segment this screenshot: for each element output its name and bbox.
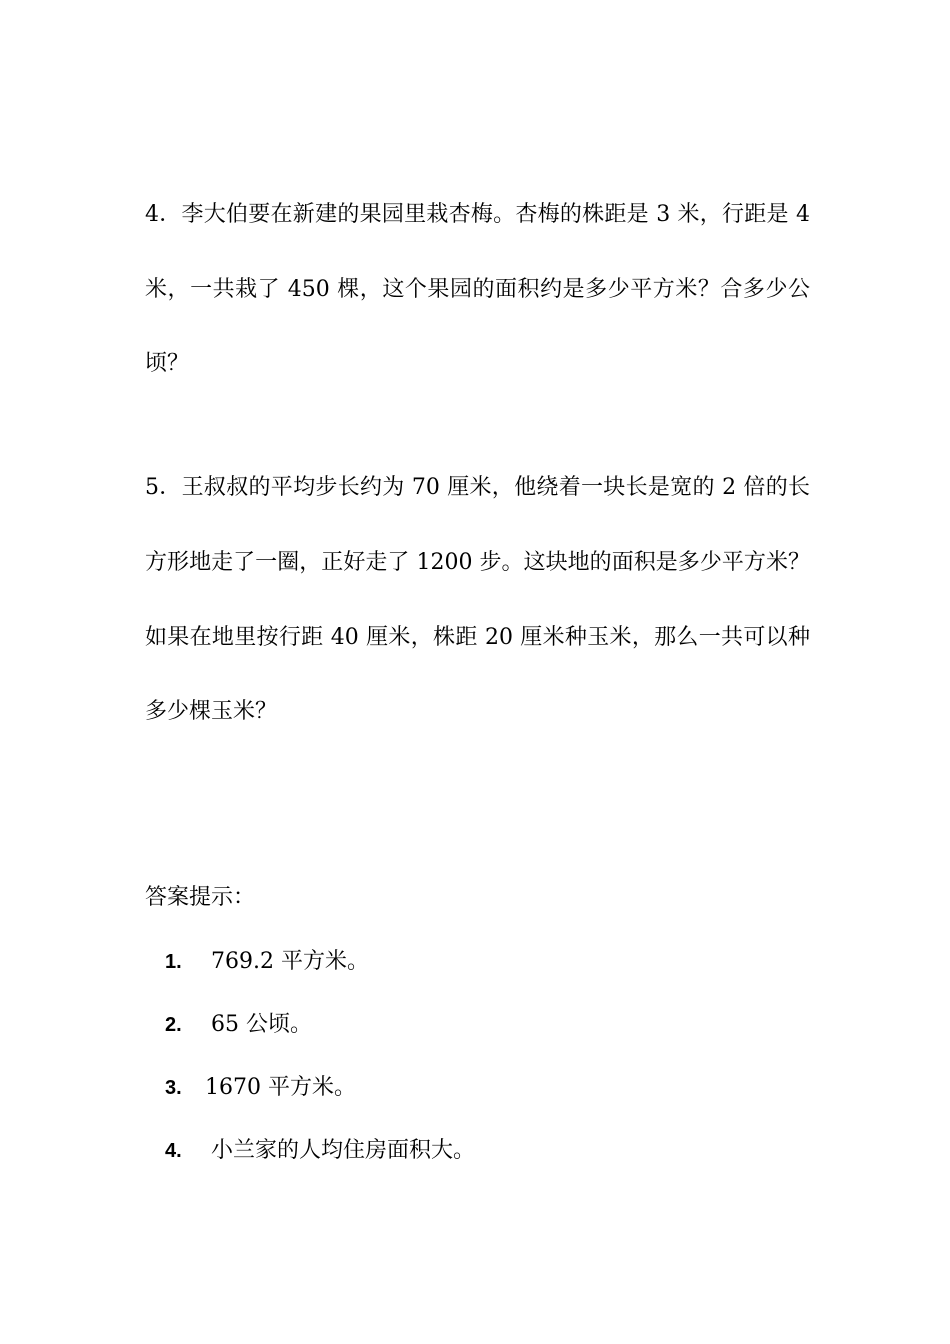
answer-item-2 [165, 1011, 312, 1039]
answer-number: 2. [165, 1014, 182, 1036]
problem-5-line-4: 多少棵玉米？ [145, 699, 278, 724]
answer-item-4 [165, 1137, 475, 1165]
answer-item-1 [165, 948, 369, 976]
problem-5-line-2: 方形地走了一圈，正好走了 1200 步。这块地的面积是多少平方米？ [145, 550, 810, 575]
answer-number: 3. [165, 1077, 182, 1099]
answer-text: 小兰家的人均住房面积大。 [211, 1138, 476, 1163]
answers-heading: 答案提示： [145, 885, 256, 910]
answer-number: 4. [165, 1140, 182, 1162]
answer-number: 1. [165, 951, 182, 973]
answer-text: 65 公顷。 [211, 1012, 312, 1037]
problem-5-line-1: 5．王叔叔的平均步长约为 70 厘米，他绕着一块长是宽的 2 倍的长 [145, 475, 810, 500]
problem-4-line-1: 4．李大伯要在新建的果园里栽杏梅。杏梅的株距是 3 米，行距是 4 [145, 202, 810, 227]
problem-4-line-3: 顷？ [145, 351, 190, 376]
problem-4-line-2: 米，一共栽了 450 棵，这个果园的面积约是多少平方米？合多少公 [145, 277, 810, 302]
problem-5-line-3: 如果在地里按行距 40 厘米，株距 20 厘米种玉米，那么一共可以种 [145, 625, 810, 650]
answer-text: 1670 平方米。 [205, 1075, 356, 1100]
answer-item-3 [165, 1074, 356, 1102]
answer-text: 769.2 平方米。 [211, 949, 369, 974]
